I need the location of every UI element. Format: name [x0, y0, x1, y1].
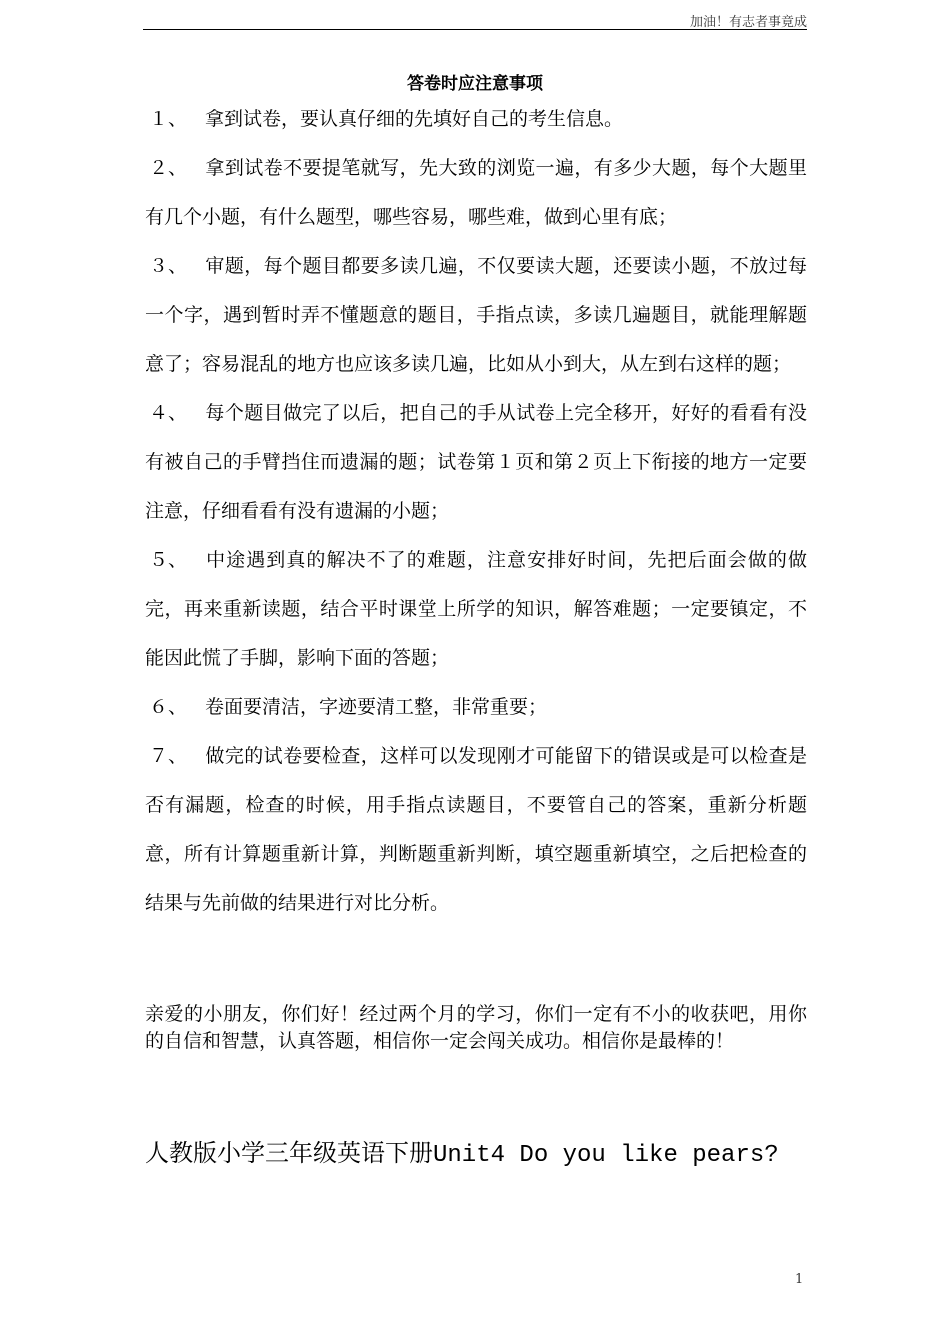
tips-list [145, 95, 807, 928]
tip-item-3 [145, 242, 807, 389]
tip-item-6 [145, 683, 807, 732]
tip-number: ３、 [149, 255, 188, 277]
page-title: 答卷时应注意事项 [407, 74, 543, 94]
page-number: 1 [795, 1272, 804, 1287]
tip-text: 卷面要清洁，字迹要清工整，非常重要； [205, 696, 548, 718]
encouragement-paragraph: 亲爱的小朋友，你们好！经过两个月的学习，你们一定有不小的收获吧，用你的自信和智慧，认真答题，相信你一定会闯关成功。相信你是最棒的！ [145, 1003, 807, 1052]
tip-item-5 [145, 536, 807, 683]
tip-item-4 [145, 389, 807, 536]
tip-number: ５、 [149, 549, 188, 571]
tip-item-7 [145, 732, 807, 928]
document-subtitle [145, 1136, 825, 1173]
tip-text: 拿到试卷，要认真仔细的先填好自己的考生信息。 [205, 108, 624, 130]
tip-item-2 [145, 144, 807, 242]
tip-text: 每个题目做完了以后，把自己的手从试卷上完全移开，好好的看看有没有被自己的手臂挡住而遗漏的题；试卷第１页和第２页上下衔接的地方一定要注意，仔细看看有没有遗漏的小题； [145, 402, 807, 522]
subtitle-chinese: 人教版小学三年级英语下册 [145, 1139, 433, 1167]
header-divider [143, 29, 807, 30]
subtitle-english: Unit4 Do you like pears? [433, 1142, 779, 1169]
tip-text: 中途遇到真的解决不了的难题，注意安排好时间，先把后面会做的做完，再来重新读题，结合平时课堂上所学的知识，解答难题；一定要镇定，不能因此慌了手脚，影响下面的答题； [145, 549, 807, 669]
tip-item-1 [145, 95, 807, 144]
tip-text: 拿到试卷不要提笔就写，先大致的浏览一遍，有多少大题，每个大题里有几个小题，有什么题型，哪些容易，哪些难，做到心里有底； [145, 157, 807, 228]
header-motto: 加油！有志者事竟成 [689, 15, 807, 30]
tip-number: ６、 [149, 696, 188, 718]
tip-text: 审题，每个题目都要多读几遍，不仅要读大题，还要读小题，不放过每一个字，遇到暂时弄不懂题意的题目，手指点读，多读几遍题目，就能理解题意了；容易混乱的地方也应该多读几遍，比如从小到大，从左到右这样的题； [145, 255, 807, 375]
tip-number: １、 [149, 108, 188, 130]
tip-text: 做完的试卷要检查，这样可以发现刚才可能留下的错误或是可以检查是否有漏题，检查的时候，用手指点读题目，不要管自己的答案，重新分析题意，所有计算题重新计算，判断题重新判断，填空题重新填空，之后把检查的结果与先前做的结果进行对比分析。 [145, 745, 807, 914]
tip-number: ７、 [149, 745, 188, 767]
tip-number: ２、 [149, 157, 188, 179]
tip-number: ４、 [149, 402, 188, 424]
